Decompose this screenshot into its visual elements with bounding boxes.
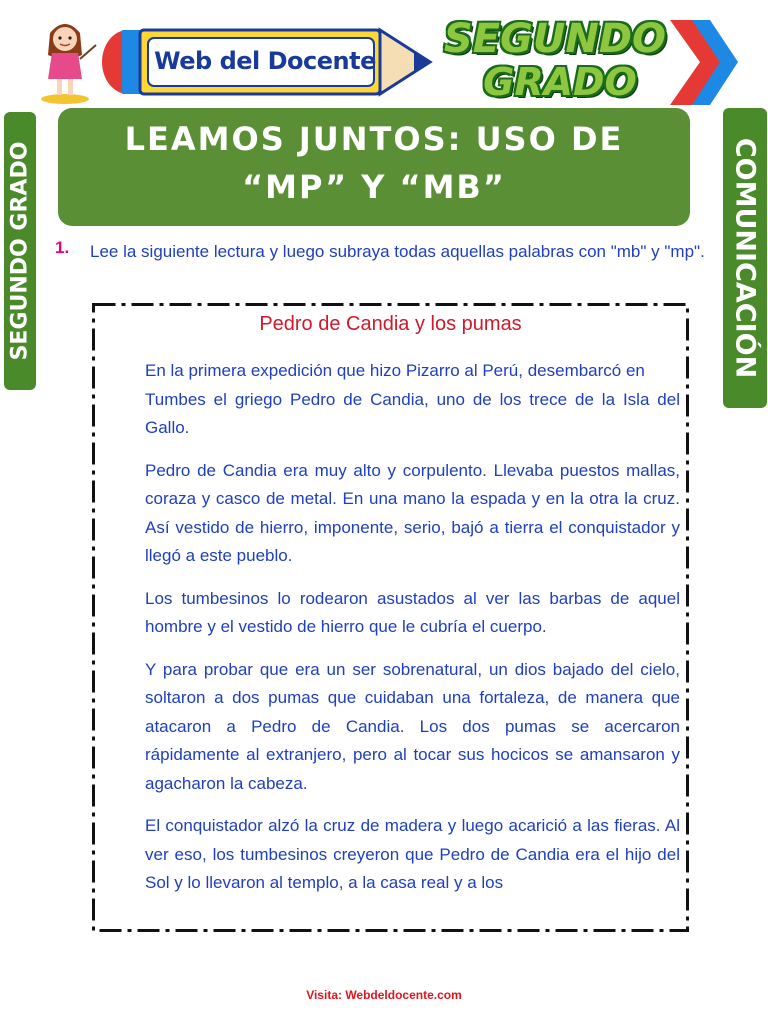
instruction-mb: "mb" [610,242,647,261]
story-paragraph: Los tumbesinos lo rodearon asustados al ver las barbas de aquel hombre y el vestido de hierro que le cubría el cuerpo. [145,588,680,636]
right-banner-text: COMUNICACIÓN [729,137,761,379]
teacher-mascot-icon [30,15,100,105]
logo-text: Web del Docente [154,47,376,75]
story-paragraph: Tumbes el griego Pedro de Candia, uno de los trece de la Isla del Gallo. [145,389,680,437]
instruction-number: 1. [55,238,70,257]
grade-title-line1: SEGUNDO [443,16,667,62]
story-paragraph: Y para probar que era un ser sobrenatural, un dios bajado del cielo, soltaron a dos pumas que cuidaban una fortaleza, de manera que atacaron a Pedro de Candia. Los dos pumas se acercaron rápidamente al extranjero, pero al tocar sus hocicos se amansaron y agacharon la cabeza. [145,659,680,793]
footer-link[interactable]: Visita: Webdeldocente.com [306,988,462,1002]
story-paragraph: El conquistador alzó la cruz de madera y luego acarició a las fieras. Al ver eso, los tumbesinos creyeron que Pedro de Candia era el hijo del Sol y lo llevaron al templo, a la casa real y a los [145,816,680,892]
instruction-part3: . [700,242,705,261]
story-text [145,357,680,912]
story-paragraph: En la primera expedición que hizo Pizarro al Perú, desembarcó en [145,361,645,380]
story-title: Pedro de Candia y los pumas [259,313,522,335]
grade-title-line2: GRADO [483,60,637,104]
page-title-line1: LEAMOS JUNTOS: USO DE [124,120,624,158]
instruction-part2: y [646,242,665,261]
left-banner-text: SEGUNDO GRADO [7,141,33,361]
instruction-text [90,237,722,266]
page-title-line2: “MP” Y “MB” [242,168,506,206]
instruction-part1: Lee la siguiente lectura y luego subraya todas aquellas palabras con [90,242,611,261]
story-paragraph: Pedro de Candia era muy alto y corpulento. Llevaba puestos mallas, coraza y casco de metal. En una mano la espada y en la otra la cruz. Así vestido de hierro, imponente, serio, bajó a tierra el conquistador y llegó a este pueblo. [145,460,680,565]
instruction-mp: "mp" [664,242,701,261]
